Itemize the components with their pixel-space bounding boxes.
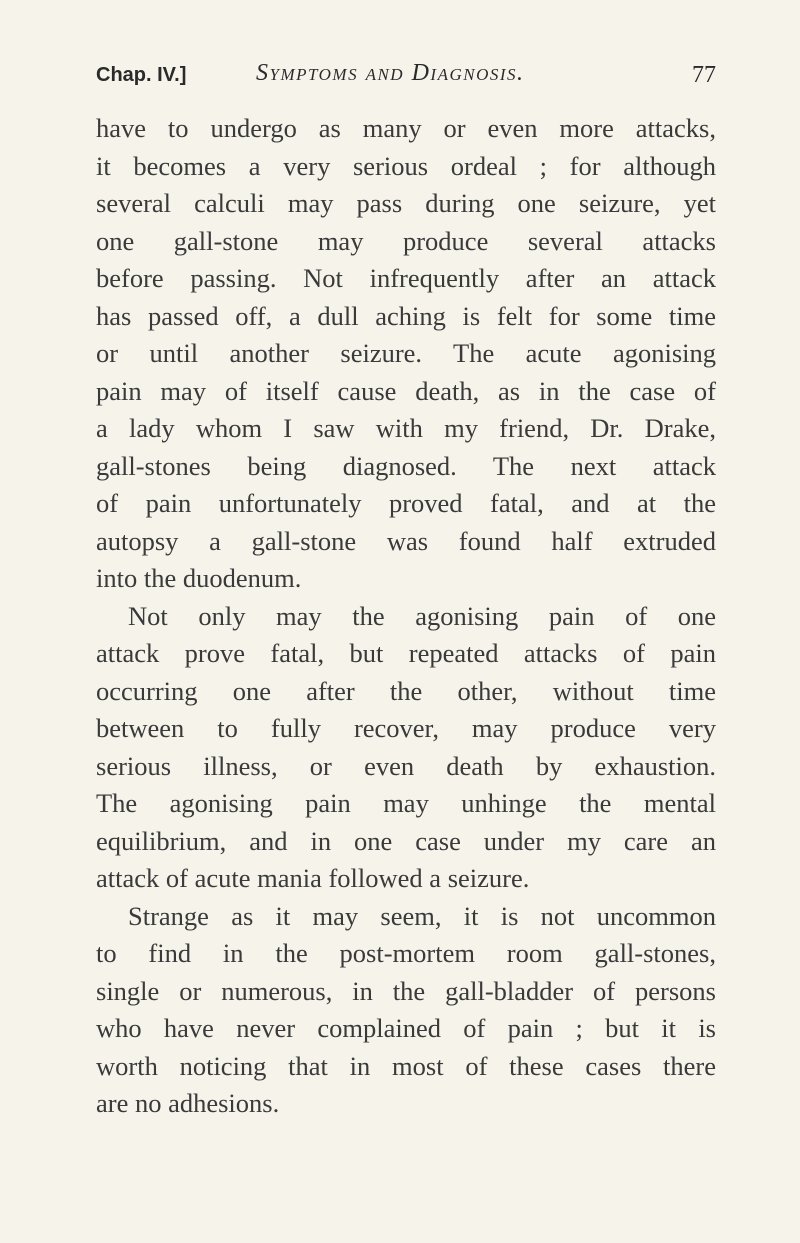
text-line: of pain unfortunately proved fatal, and at the — [96, 488, 716, 518]
text-line: into the duodenum. — [96, 563, 302, 593]
text-line: The agonising pain may unhinge the mental — [96, 788, 716, 818]
text-line: who have never complained of pain ; but it is — [96, 1013, 716, 1043]
text-line: Strange as it may seem, it is not uncommon — [128, 900, 716, 931]
text-line: are no adhesions. — [96, 1088, 280, 1118]
chapter-label: Chap. IV.] — [96, 64, 187, 86]
text-line: has passed off, a dull aching is felt for some time — [96, 300, 716, 331]
text-line: occurring one after the other, without time — [96, 675, 716, 706]
section-title: Symptoms and Diagnosis. — [256, 60, 525, 86]
running-head — [96, 58, 716, 98]
text-line: attack of acute mania followed a seizure. — [96, 863, 530, 893]
text-line: to find in the post-mortem room gall-stones, — [96, 938, 716, 968]
text-line: Not only may the agonising pain of one — [128, 600, 716, 631]
text-line: before passing. Not infrequently after an attack — [96, 263, 716, 293]
text-line: have to undergo as many or even more attacks, — [96, 113, 716, 143]
text-line: several calculi may pass during one seizure, yet — [96, 188, 716, 218]
paragraph — [96, 110, 716, 598]
text-line: gall-stones being diagnosed. The next attack — [96, 450, 716, 481]
text-line: one gall-stone may produce several attacks — [96, 225, 716, 256]
text-line: autopsy a gall-stone was found half extruded — [96, 525, 716, 556]
text-line: or until another seizure. The acute agonising — [96, 338, 716, 368]
text-line: attack prove fatal, but repeated attacks of pain — [96, 638, 716, 668]
text-line: serious illness, or even death by exhaustion. — [96, 750, 716, 781]
text-line: pain may of itself cause death, as in the case of — [96, 375, 716, 406]
text-line: between to fully recover, may produce very — [96, 713, 716, 743]
page-number: 77 — [692, 62, 716, 88]
text-line: worth noticing that in most of these cases there — [96, 1050, 716, 1081]
paragraph — [96, 898, 716, 1123]
text-line: single or numerous, in the gall-bladder of persons — [96, 975, 716, 1006]
body-text — [96, 110, 716, 1123]
text-line: equilibrium, and in one case under my care an — [96, 825, 716, 856]
paragraph — [96, 598, 716, 898]
text-line: a lady whom I saw with my friend, Dr. Drake, — [96, 413, 716, 443]
text-line: it becomes a very serious ordeal ; for although — [96, 150, 716, 181]
